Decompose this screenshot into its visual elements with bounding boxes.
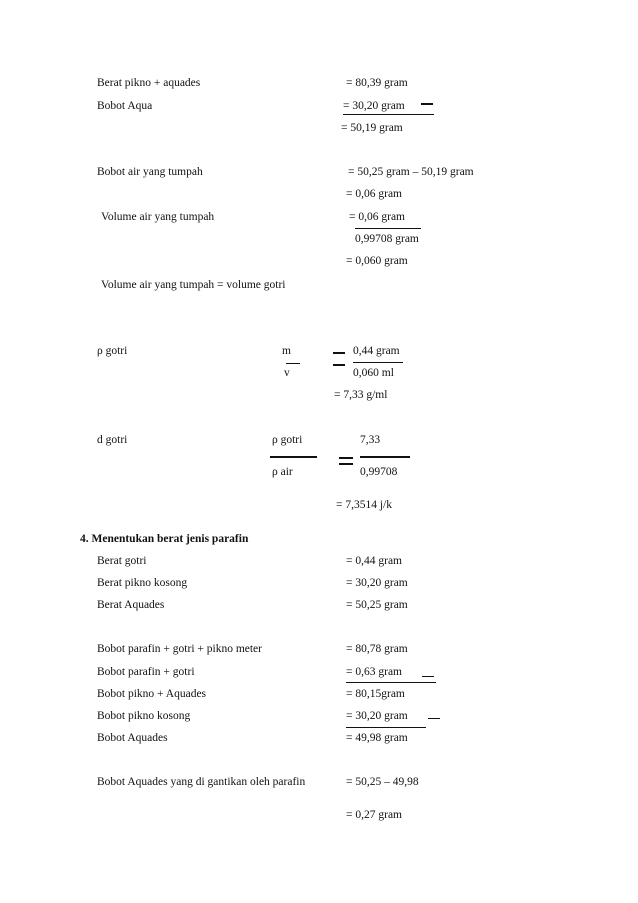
rho-symbol-fraction-bar	[286, 363, 300, 364]
bobot-parafin-gotri-pikno-label: Bobot parafin + gotri + pikno meter	[97, 643, 262, 655]
rho-m-symbol: m	[282, 345, 291, 357]
aquades-replaced-result: = 0,27 gram	[346, 809, 402, 821]
bobot-parafin-gotri-label: Bobot parafin + gotri	[97, 666, 195, 678]
volume-numerator: = 0,06 gram	[349, 211, 405, 223]
berat-pikno-kosong-label: Berat pikno kosong	[97, 577, 188, 589]
subtraction-rule	[343, 114, 434, 115]
bobot-air-tumpah-expr: = 50,25 gram – 50,19 gram	[348, 166, 474, 178]
equals-sign-bottom	[339, 463, 353, 465]
section-4-heading: 4. Menentukan berat jenis parafin	[80, 533, 249, 545]
rho-gotri-label: ρ gotri	[97, 345, 128, 357]
berat-pikno-kosong-value: = 30,20 gram	[346, 577, 408, 589]
rho-denominator: 0,060 ml	[353, 367, 394, 379]
bobot-pikno-kosong-value: = 30,20 gram	[346, 710, 408, 722]
bobot-pikno-kosong-label: Bobot pikno kosong	[97, 710, 191, 722]
berat-aquades-value: = 50,25 gram	[346, 599, 408, 611]
minus-sign	[428, 718, 440, 719]
equals-sign-bottom	[333, 364, 345, 366]
volume-air-tumpah-label: Volume air yang tumpah	[101, 211, 215, 223]
bobot-aqua-result: = 50,19 gram	[341, 122, 403, 134]
bobot-aqua-value: = 30,20 gram	[343, 100, 405, 112]
bobot-pikno-aquades-label: Bobot pikno + Aquades	[97, 688, 207, 700]
bobot-aquades-value: = 49,98 gram	[346, 732, 408, 744]
bobot-parafin-gotri-pikno-value: = 80,78 gram	[346, 643, 408, 655]
berat-pikno-aquades-value: = 80,39 gram	[346, 77, 408, 89]
d-numerator-symbol: ρ gotri	[272, 434, 303, 446]
minus-sign	[422, 676, 434, 677]
d-value-fraction-bar	[360, 456, 410, 458]
d-symbol-fraction-bar	[270, 456, 317, 458]
d-denominator-symbol: ρ air	[272, 466, 293, 478]
d-denominator-value: 0,99708	[360, 466, 398, 478]
d-gotri-label: d gotri	[97, 434, 128, 446]
berat-gotri-value: = 0,44 gram	[346, 555, 402, 567]
equals-sign-top	[333, 352, 345, 354]
bobot-air-tumpah-label: Bobot air yang tumpah	[97, 166, 203, 178]
berat-pikno-aquades-label: Berat pikno + aquades	[97, 77, 201, 89]
berat-aquades-label: Berat Aquades	[97, 599, 165, 611]
d-result: = 7,3514 j/k	[336, 499, 393, 511]
minus-sign	[421, 103, 433, 105]
bobot-parafin-gotri-value: = 0,63 gram	[346, 666, 402, 678]
bobot-air-tumpah-result: = 0,06 gram	[346, 188, 402, 200]
volume-fraction-bar	[355, 228, 421, 229]
volume-result: = 0,060 gram	[346, 255, 408, 267]
volume-denominator: 0,99708 gram	[355, 233, 419, 245]
volume-equality-statement: Volume air yang tumpah = volume gotri	[101, 279, 286, 291]
bobot-aquades-label: Bobot Aquades	[97, 732, 168, 744]
aquades-replaced-label: Bobot Aquades yang di gantikan oleh parafin	[97, 776, 306, 788]
bobot-pikno-aquades-value: = 80,15gram	[346, 688, 405, 700]
subtraction-rule	[346, 682, 436, 683]
bobot-aqua-label: Bobot Aqua	[97, 100, 153, 112]
rho-value-fraction-bar	[353, 362, 403, 363]
rho-v-symbol: v	[284, 367, 290, 379]
equals-sign-top	[339, 457, 353, 459]
rho-numerator: 0,44 gram	[353, 345, 400, 357]
subtraction-rule	[346, 727, 426, 728]
aquades-replaced-expr: = 50,25 – 49,98	[346, 776, 419, 788]
d-numerator-value: 7,33	[360, 434, 381, 446]
rho-result: = 7,33 g/ml	[334, 389, 388, 401]
berat-gotri-label: Berat gotri	[97, 555, 147, 567]
